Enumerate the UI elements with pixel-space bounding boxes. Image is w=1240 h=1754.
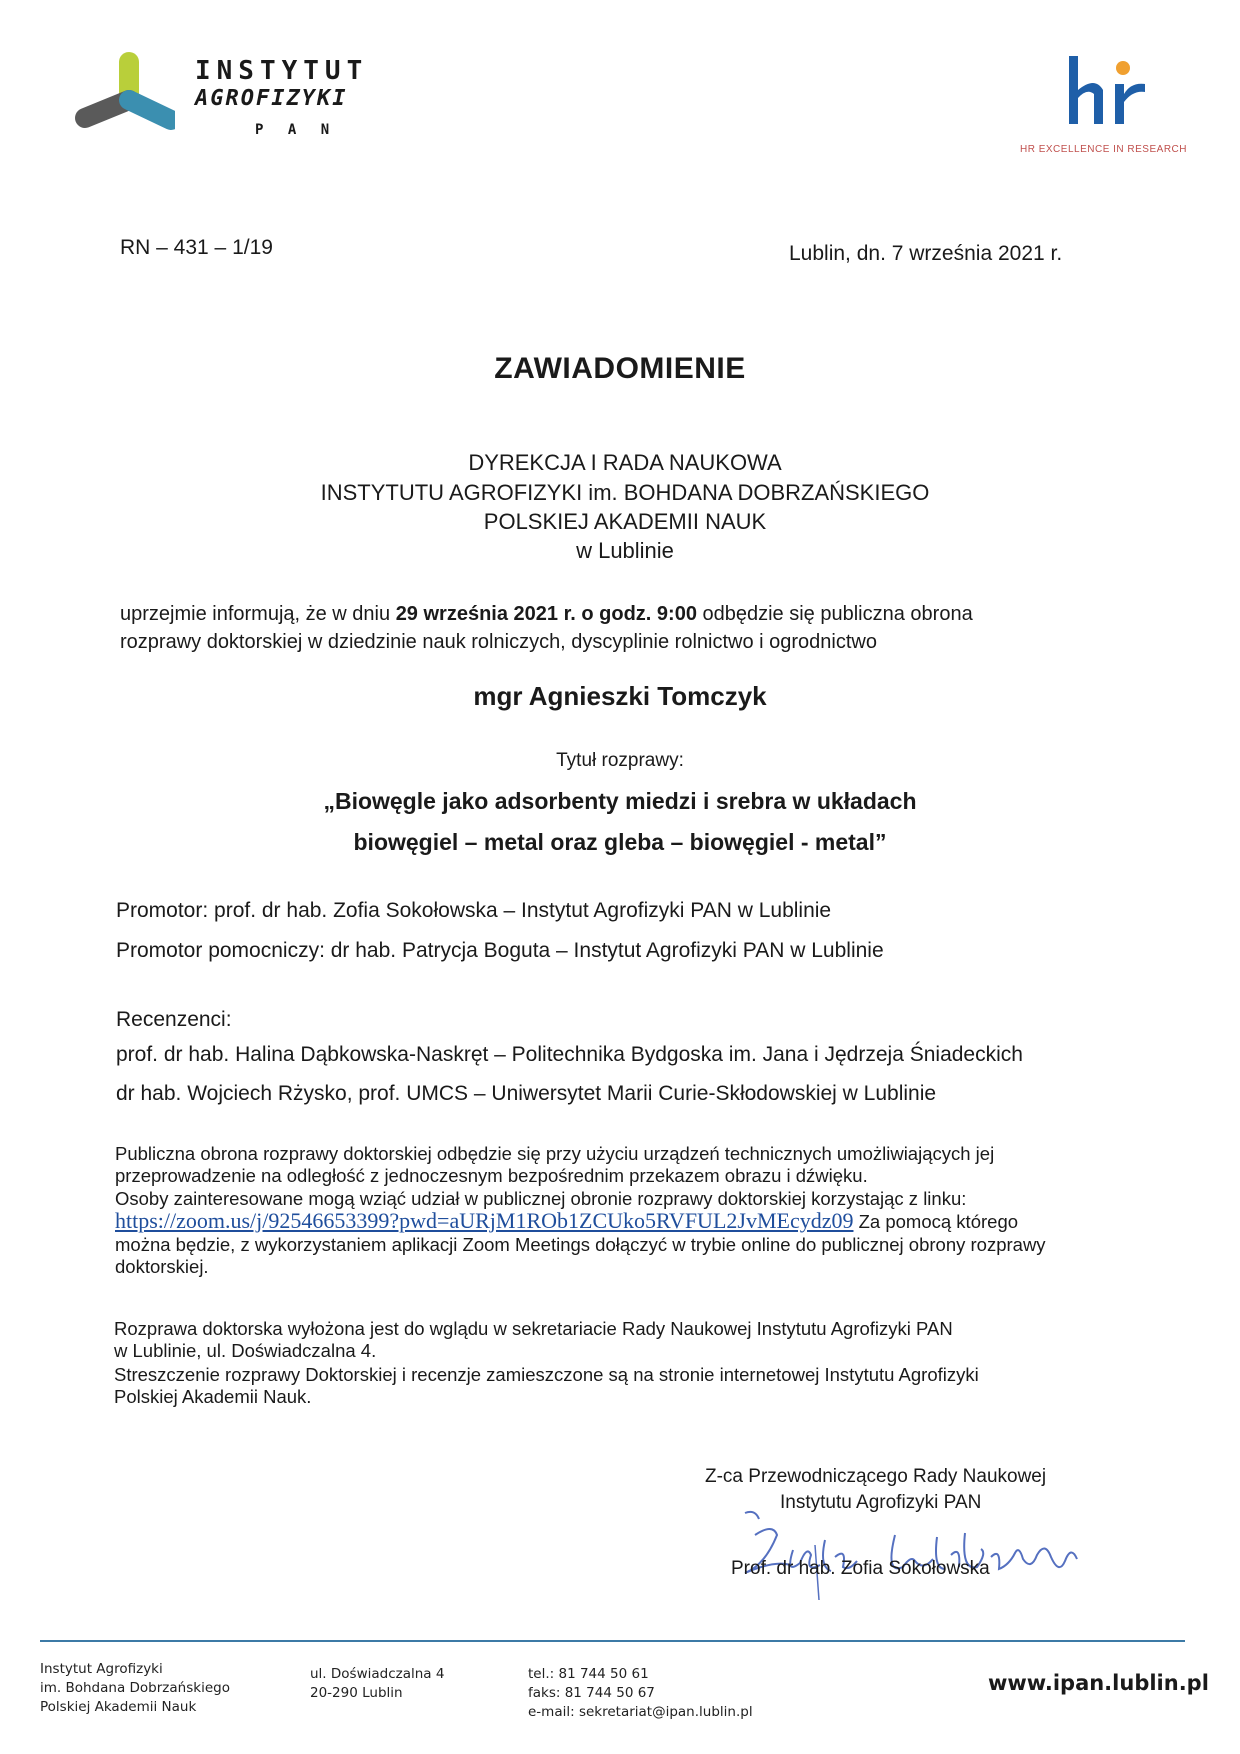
announcement-line2: rozprawy doktorskiej w dziedzinie nauk rolniczych, dyscyplinie rolnictwo i ogrodnictwo	[120, 631, 877, 653]
signature-line2: Instytutu Agrofizyki PAN	[780, 1492, 982, 1513]
footer-email[interactable]: e-mail: sekretariat@ipan.lublin.pl	[528, 1704, 753, 1720]
footer-street: ul. Doświadczalna 4	[310, 1666, 445, 1682]
online-after-link: Za pomocą którego	[853, 1211, 1019, 1232]
document-title: ZAWIADOMIENIE	[494, 352, 746, 385]
footer-phone: tel.: 81 744 50 61	[528, 1666, 649, 1682]
availability-line4: Polskiej Akademii Nauk.	[114, 1386, 312, 1407]
footer-divider	[40, 1640, 1185, 1642]
online-link-line	[115, 1210, 1018, 1233]
footer-inst-line2: im. Bohdana Dobrzańskiego	[40, 1680, 230, 1696]
footer-street-address	[310, 1665, 444, 1703]
reviewer-2: dr hab. Wojciech Rżysko, prof. UMCS – Uniwersytet Marii Curie-Skłodowskiej w Lublinie	[116, 1082, 937, 1105]
reference-number: RN – 431 – 1/19	[120, 236, 273, 259]
thesis-label: Tytuł rozprawy:	[556, 750, 684, 771]
online-line6: doktorskiej.	[115, 1256, 209, 1277]
candidate-name: mgr Agnieszki Tomczyk	[473, 681, 767, 711]
online-line1: Publiczna obrona rozprawy doktorskiej odbędzie się przy użyciu urządzeń technicznych umożliwiających jej	[115, 1143, 995, 1164]
promotor-auxiliary: Promotor pomocniczy: dr hab. Patrycja Boguta – Instytut Agrofizyki PAN w Lublinie	[116, 939, 884, 962]
footer-contact	[528, 1665, 753, 1722]
signature-line1: Z-ca Przewodniczącego Rady Naukowej	[705, 1466, 1047, 1487]
handwritten-signature	[715, 1505, 1095, 1600]
footer-inst-line1: Instytut Agrofizyki	[40, 1661, 163, 1677]
footer-city: 20-290 Lublin	[310, 1685, 403, 1701]
institution-line4: w Lublinie	[576, 538, 674, 563]
ipan-logo-line2: AGROFIZYKI	[195, 86, 348, 111]
zoom-meeting-link[interactable]: https://zoom.us/j/92546653399?pwd=aURjM1ROb1ZCUko5RVFUL2JvMEcydz09	[115, 1208, 854, 1233]
online-line3: Osoby zainteresowane mogą wziąć udział w publicznej obronie rozprawy doktorskiej korzystając z linku:	[115, 1188, 967, 1209]
thesis-title-line1: „Biowęgle jako adsorbenty miedzi i srebra w układach	[323, 788, 917, 814]
online-line5: można będzie, z wykorzystaniem aplikacji Zoom Meetings dołączyć w trybie online do publicznej obrony rozprawy	[115, 1234, 1046, 1255]
availability-line3: Streszczenie rozprawy Doktorskiej i recenzje zamieszczone są na stronie internetowej Instytutu Agrofizyki	[114, 1364, 979, 1385]
ipan-logo	[75, 48, 425, 148]
reviewers-label: Recenzenci:	[116, 1008, 232, 1031]
ipan-logo-line1: INSTYTUT	[195, 56, 369, 86]
defense-date-time: 29 września 2021 r. o godz. 9:00	[395, 603, 697, 625]
hr-logo-caption: HR EXCELLENCE IN RESEARCH	[1020, 144, 1187, 155]
footer-fax: faks: 81 744 50 67	[528, 1685, 655, 1701]
thesis-title-line2: biowęgiel – metal oraz gleba – biowęgiel - metal”	[353, 829, 887, 855]
announcement-post: odbędzie się publiczna obrona	[696, 603, 973, 625]
institution-line3: POLSKIEJ AKADEMII NAUK	[483, 509, 767, 534]
availability-line1: Rozprawa doktorska wyłożona jest do wglądu w sekretariacie Rady Naukowej Instytutu Agrofizyki PAN	[114, 1318, 953, 1339]
institution-line1: DYREKCJA I RADA NAUKOWA	[468, 450, 782, 475]
hr-excellence-logo	[1020, 52, 1187, 162]
online-line2: przeprowadzenie na odległość z jednoczesnym bezpośrednim przekazem obrazu i dźwięku.	[115, 1165, 868, 1186]
footer-website-link[interactable]: www.ipan.lublin.pl	[988, 1671, 1209, 1695]
footer-address-institution	[40, 1660, 230, 1717]
ipan-logo-line3: P A N	[255, 122, 338, 138]
ipan-emblem-icon	[75, 48, 175, 148]
institution-line2: INSTYTUTU AGROFIZYKI im. BOHDANA DOBRZAŃSKIEGO	[320, 480, 930, 505]
promotor: Promotor: prof. dr hab. Zofia Sokołowska – Instytut Agrofizyki PAN w Lublinie	[116, 899, 832, 922]
availability-line2: w Lublinie, ul. Doświadczalna 4.	[114, 1340, 377, 1361]
announcement-pre: uprzejmie informują, że w dniu	[120, 603, 396, 625]
footer-inst-line3: Polskiej Akademii Nauk	[40, 1699, 197, 1715]
signatory-name: Prof. dr hab. Zofia Sokołowska	[731, 1558, 990, 1579]
announcement-line1	[120, 600, 973, 628]
hr-logo-icon	[1065, 52, 1155, 132]
reviewer-1: prof. dr hab. Halina Dąbkowska-Naskręt – Politechnika Bydgoska im. Jana i Jędrzeja Śniadeckich	[116, 1043, 1023, 1066]
place-and-date: Lublin, dn. 7 września 2021 r.	[789, 242, 1063, 265]
